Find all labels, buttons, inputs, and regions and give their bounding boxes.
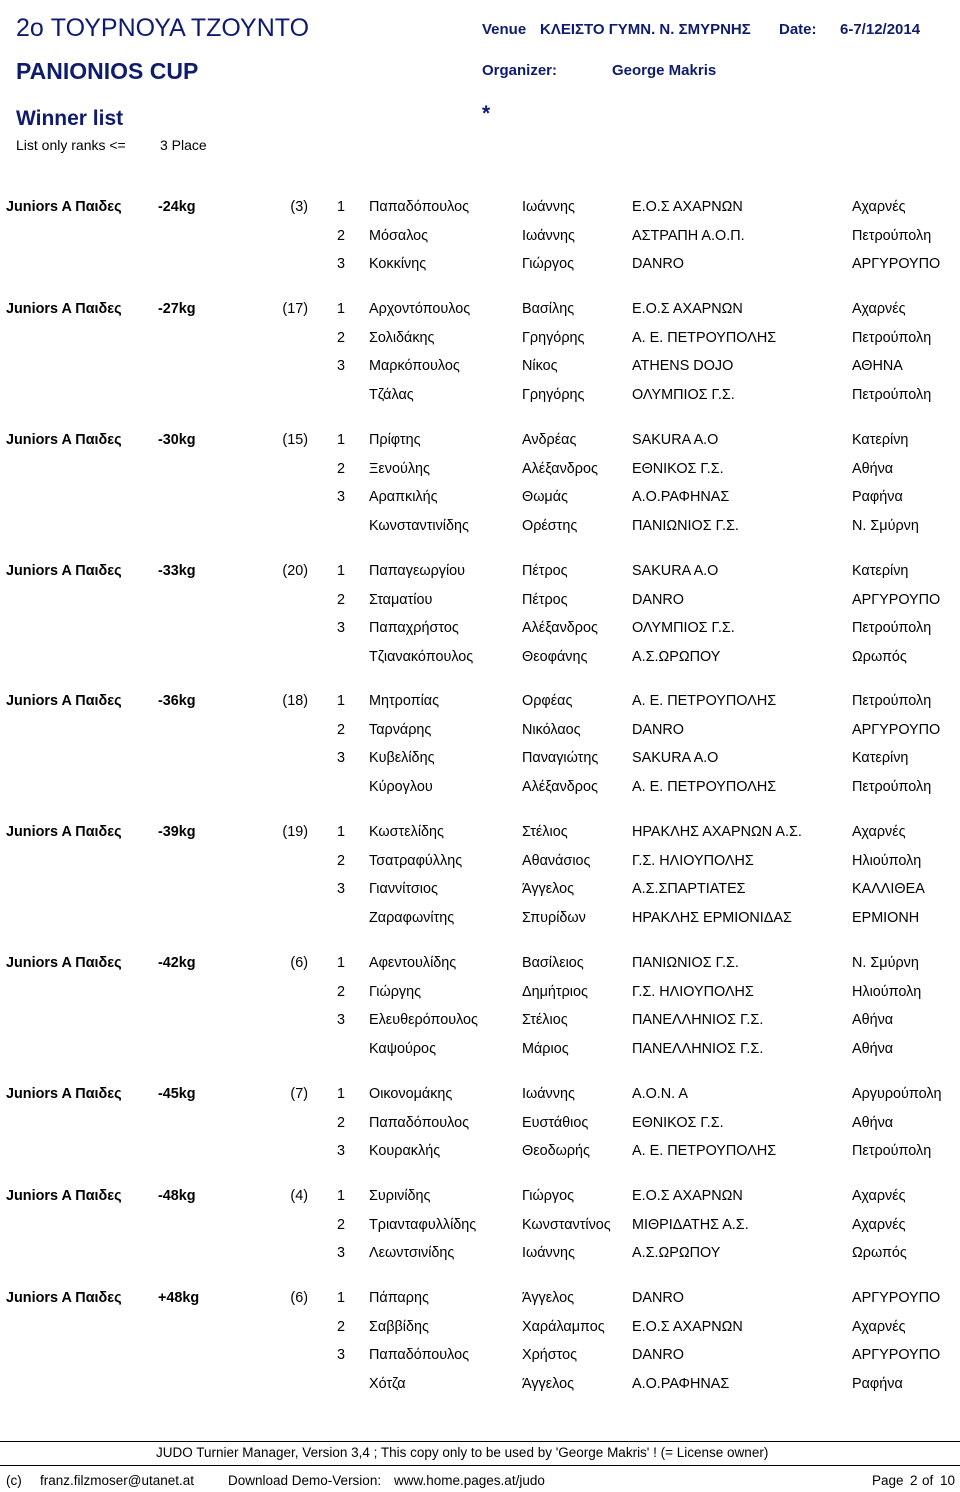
club-cell: DANRO [632, 1290, 684, 1306]
club-cell: ΠΑΝΙΩΝΙΟΣ Γ.Σ. [632, 518, 739, 535]
rank-cell: 2 [337, 721, 346, 738]
surname-cell: Παπαδόπουλος [369, 199, 470, 215]
table-row [0, 1084, 960, 1104]
surname-cell: Οικονομάκης [369, 1086, 453, 1102]
first-name-cell: Αλέξανδρος [522, 460, 598, 477]
city-cell: ΚΑΛΛΙΘΕΑ [852, 881, 925, 898]
club-cell: Α.Ο.ΡΑΦΗΝΑΣ [632, 1376, 730, 1393]
first-name-cell: Ιωάννης [522, 227, 575, 244]
club-cell: Ε.Ο.Σ ΑΧΑΡΝΩΝ [632, 1318, 743, 1335]
club-cell: ΠΑΝΕΛΛΗΝΙΟΣ Γ.Σ. [632, 1012, 764, 1029]
table-row [0, 851, 960, 871]
table-row [0, 430, 960, 450]
club-cell: Α.Σ.ΩΡΩΠΟΥ [632, 649, 721, 666]
city-cell: Ραφήνα [852, 1376, 903, 1393]
rank-cell: 1 [337, 693, 346, 709]
weight-class-cell: -48kg [158, 1188, 196, 1204]
table-row [0, 1345, 960, 1365]
city-cell: Αθήνα [852, 1041, 894, 1058]
surname-cell: Γιώργης [369, 983, 422, 1000]
tournament-title: 2o ΤΟΥΡΝΟΥΑ ΤΖΟΥΝΤΟ [16, 14, 310, 42]
footer-email: franz.filzmoser@utanet.at [40, 1473, 195, 1488]
club-cell: ΕΘΝΙΚΟΣ Γ.Σ. [632, 1114, 724, 1131]
organizer-value: George Makris [612, 62, 717, 79]
footer-page-label: Page [872, 1473, 904, 1488]
city-cell: Ν. Σμύρνη [852, 955, 919, 971]
table-row [0, 1215, 960, 1235]
table-row [0, 1186, 960, 1206]
table-row [0, 1141, 960, 1161]
city-cell: Ωρωπός [852, 649, 907, 666]
weight-class-cell: -33kg [158, 563, 196, 579]
first-name-cell: Ανδρέας [522, 432, 577, 448]
club-cell: Α. Ε. ΠΕΤΡΟΥΠΟΛΗΣ [632, 693, 777, 709]
club-cell: DANRO [632, 256, 684, 273]
city-cell: Πετρούπολη [852, 387, 932, 404]
city-cell: Αχαρνές [852, 1188, 906, 1204]
filter-value: 3 Place [160, 137, 207, 153]
list-title: Winner list [16, 107, 124, 130]
city-cell: Αχαρνές [852, 1318, 906, 1335]
first-name-cell: Θεοδωρής [522, 1143, 590, 1160]
participant-count-cell: (15) [282, 432, 308, 448]
weight-class-cell: -39kg [158, 824, 196, 840]
category-cell: Juniors A Παιδες [6, 301, 122, 317]
footer-divider-bottom [0, 1465, 960, 1466]
table-row [0, 908, 960, 928]
club-cell: Ε.Ο.Σ ΑΧΑΡΝΩΝ [632, 301, 743, 317]
filter-label: List only ranks <= [16, 137, 126, 153]
rank-cell: 2 [337, 983, 346, 1000]
first-name-cell: Βασίλης [522, 301, 575, 317]
table-row [0, 299, 960, 319]
club-cell: ATHENS DOJO [632, 358, 734, 375]
city-cell: Ηλιούπολη [852, 852, 922, 869]
rank-cell: 2 [337, 591, 346, 608]
surname-cell: Τριανταφυλλίδης [369, 1216, 477, 1233]
venue-value: ΚΛΕΙΣΤΟ ΓΥΜΝ. Ν. ΣΜΥΡΝΗΣ [540, 21, 751, 38]
first-name-cell: Γιώργος [522, 1188, 575, 1204]
rank-cell: 3 [337, 358, 346, 375]
footer-page-num: 2 [910, 1473, 918, 1488]
table-row [0, 385, 960, 405]
table-row [0, 254, 960, 274]
surname-cell: Γιαννίτσιος [369, 881, 438, 898]
first-name-cell: Νίκος [522, 358, 558, 375]
surname-cell: Κυβελίδης [369, 750, 435, 767]
table-row [0, 953, 960, 973]
rank-cell: 3 [337, 1347, 346, 1364]
first-name-cell: Πέτρος [522, 591, 568, 608]
first-name-cell: Πέτρος [522, 563, 568, 579]
first-name-cell: Θεοφάνης [522, 649, 588, 666]
first-name-cell: Γρηγόρης [522, 329, 585, 346]
organizer-label: Organizer: [482, 62, 558, 79]
rank-cell: 1 [337, 824, 346, 840]
city-cell: Αχαρνές [852, 1216, 906, 1233]
city-cell: Ραφήνα [852, 489, 903, 506]
rank-cell: 3 [337, 750, 346, 767]
table-row [0, 197, 960, 217]
first-name-cell: Χρήστος [522, 1347, 578, 1364]
first-name-cell: Ιωάννης [522, 1086, 575, 1102]
first-name-cell: Ιωάννης [522, 199, 575, 215]
city-cell: ΑΡΓΥΡΟΥΠΟ [852, 721, 941, 738]
table-row [0, 1039, 960, 1059]
club-cell: Α.Ο.Ν. Α [632, 1086, 688, 1102]
table-row [0, 487, 960, 507]
weight-class-cell: -27kg [158, 301, 196, 317]
club-cell: Α.Σ.ΩΡΩΠΟΥ [632, 1245, 721, 1262]
club-cell: Α. Ε. ΠΕΤΡΟΥΠΟΛΗΣ [632, 329, 777, 346]
club-cell: ΜΙΘΡΙΔΑΤΗΣ Α.Σ. [632, 1216, 749, 1233]
city-cell: ΑΡΓΥΡΟΥΠΟ [852, 256, 941, 273]
category-cell: Juniors A Παιδες [6, 1188, 122, 1204]
rank-cell: 2 [337, 227, 346, 244]
first-name-cell: Χαράλαμπος [522, 1318, 605, 1335]
rank-cell: 2 [337, 1114, 346, 1131]
city-cell: ΑΘΗΝΑ [852, 358, 903, 375]
club-cell: Γ.Σ. ΗΛΙΟΥΠΟΛΗΣ [632, 983, 754, 1000]
city-cell: Αθήνα [852, 1114, 894, 1131]
table-row [0, 1288, 960, 1308]
table-row [0, 1317, 960, 1337]
city-cell: Πετρούπολη [852, 329, 932, 346]
participant-count-cell: (3) [290, 199, 308, 215]
city-cell: Πετρούπολη [852, 1143, 932, 1160]
city-cell: Πετρούπολη [852, 693, 932, 709]
city-cell: Αχαρνές [852, 301, 906, 317]
table-row [0, 1243, 960, 1263]
club-cell: SAKURA A.O [632, 432, 719, 448]
city-cell: Αθήνα [852, 460, 894, 477]
city-cell: Κατερίνη [852, 432, 909, 448]
category-cell: Juniors A Παιδες [6, 199, 122, 215]
city-cell: Αχαρνές [852, 824, 906, 840]
club-cell: ΗΡΑΚΛΗΣ ΕΡΜΙΟΝΙΔΑΣ [632, 910, 792, 927]
category-cell: Juniors A Παιδες [6, 432, 122, 448]
footer-download-label: Download Demo-Version: [228, 1473, 382, 1488]
table-row [0, 459, 960, 479]
category-cell: Juniors A Παιδες [6, 955, 122, 971]
table-row [0, 226, 960, 246]
surname-cell: Κοκκίνης [369, 256, 427, 273]
surname-cell: Αρχοντόπουλος [369, 301, 471, 317]
first-name-cell: Δημήτριος [522, 983, 588, 1000]
surname-cell: Μόσαλος [369, 227, 429, 244]
city-cell: Αθήνα [852, 1012, 894, 1029]
club-cell: SAKURA A.O [632, 563, 719, 579]
participant-count-cell: (17) [282, 301, 308, 317]
first-name-cell: Στέλιος [522, 1012, 568, 1029]
surname-cell: Κωστελίδης [369, 824, 444, 840]
participant-count-cell: (7) [290, 1086, 308, 1102]
first-name-cell: Μάριος [522, 1041, 569, 1058]
category-cell: Juniors A Παιδες [6, 1290, 122, 1306]
rank-cell: 2 [337, 1216, 346, 1233]
table-row [0, 1113, 960, 1133]
club-cell: Γ.Σ. ΗΛΙΟΥΠΟΛΗΣ [632, 852, 754, 869]
weight-class-cell: -24kg [158, 199, 196, 215]
first-name-cell: Ευστάθιος [522, 1114, 589, 1131]
first-name-cell: Άγγελος [522, 1290, 575, 1306]
rank-cell: 1 [337, 301, 346, 317]
city-cell: ΑΡΓΥΡΟΥΠΟ [852, 1347, 941, 1364]
city-cell: Ηλιούπολη [852, 983, 922, 1000]
rank-cell: 1 [337, 1290, 346, 1306]
club-cell: SAKURA A.O [632, 750, 719, 767]
first-name-cell: Άγγελος [522, 881, 575, 898]
surname-cell: Παπαχρήστος [369, 620, 459, 637]
first-name-cell: Γρηγόρης [522, 387, 585, 404]
table-row [0, 720, 960, 740]
rank-cell: 3 [337, 1245, 346, 1262]
city-cell: ΑΡΓΥΡΟΥΠΟ [852, 1290, 941, 1306]
footer-of-label: of [922, 1473, 934, 1488]
first-name-cell: Γιώργος [522, 256, 575, 273]
first-name-cell: Αλέξανδρος [522, 620, 598, 637]
rank-cell: 3 [337, 620, 346, 637]
rank-cell: 1 [337, 1188, 346, 1204]
rank-cell: 3 [337, 1143, 346, 1160]
surname-cell: Παπαδόπουλος [369, 1114, 470, 1131]
surname-cell: Καψούρος [369, 1041, 436, 1058]
table-row [0, 590, 960, 610]
city-cell: Ν. Σμύρνη [852, 518, 919, 535]
club-cell: Α.Σ.ΣΠΑΡΤΙΑΤΕΣ [632, 881, 746, 898]
club-cell: ΠΑΝΙΩΝΙΟΣ Γ.Σ. [632, 955, 739, 971]
surname-cell: Πρίφτης [369, 432, 421, 448]
table-row [0, 982, 960, 1002]
club-cell: Ε.Ο.Σ ΑΧΑΡΝΩΝ [632, 1188, 743, 1204]
surname-cell: Τζιανακόπουλος [369, 649, 474, 666]
date-value: 6-7/12/2014 [840, 21, 921, 38]
footer-manager-line: JUDO Turnier Manager, Version 3,4 ; This copy only to be used by 'George Makris' ! (= License owner) [156, 1445, 769, 1460]
club-cell: ΕΘΝΙΚΟΣ Γ.Σ. [632, 460, 724, 477]
surname-cell: Χότζα [369, 1376, 406, 1393]
rank-cell: 1 [337, 199, 346, 215]
surname-cell: Αφεντουλίδης [369, 955, 457, 971]
first-name-cell: Κωνσταντίνος [522, 1216, 611, 1233]
surname-cell: Μαρκόπουλος [369, 358, 460, 375]
city-cell: Πετρούπολη [852, 779, 932, 796]
city-cell: Πετρούπολη [852, 620, 932, 637]
surname-cell: Πάπαρης [369, 1290, 429, 1306]
table-row [0, 691, 960, 711]
club-cell: DANRO [632, 721, 684, 738]
participant-count-cell: (18) [282, 693, 308, 709]
surname-cell: Λεωντσινίδης [369, 1245, 455, 1262]
first-name-cell: Αλέξανδρος [522, 779, 598, 796]
club-cell: Ε.Ο.Σ ΑΧΑΡΝΩΝ [632, 199, 743, 215]
surname-cell: Ταρνάρης [369, 721, 432, 738]
table-row [0, 516, 960, 536]
first-name-cell: Παναγιώτης [522, 750, 599, 767]
participant-count-cell: (6) [290, 955, 308, 971]
category-cell: Juniors A Παιδες [6, 693, 122, 709]
first-name-cell: Άγγελος [522, 1376, 575, 1393]
surname-cell: Ελευθερόπουλος [369, 1012, 478, 1029]
weight-class-cell: -30kg [158, 432, 196, 448]
first-name-cell: Βασίλειος [522, 955, 584, 971]
rank-cell: 3 [337, 256, 346, 273]
surname-cell: Αραπκιλής [369, 489, 438, 506]
table-row [0, 777, 960, 797]
club-cell: Α. Ε. ΠΕΤΡΟΥΠΟΛΗΣ [632, 1143, 777, 1160]
weight-class-cell: +48kg [158, 1290, 200, 1306]
date-label: Date: [779, 21, 817, 38]
surname-cell: Ξενούλης [369, 460, 430, 477]
first-name-cell: Αθανάσιος [522, 852, 591, 869]
participant-count-cell: (4) [290, 1188, 308, 1204]
city-cell: ΑΡΓΥΡΟΥΠΟ [852, 591, 941, 608]
rank-cell: 3 [337, 489, 346, 506]
first-name-cell: Στέλιος [522, 824, 568, 840]
first-name-cell: Νικόλαος [522, 721, 581, 738]
category-cell: Juniors A Παιδες [6, 563, 122, 579]
city-cell: Αργυρούπολη [852, 1086, 942, 1102]
rank-cell: 2 [337, 460, 346, 477]
first-name-cell: Ιωάννης [522, 1245, 575, 1262]
footer-copyright: (c) [6, 1473, 22, 1488]
rank-cell: 3 [337, 881, 346, 898]
first-name-cell: Θωμάς [522, 489, 568, 506]
surname-cell: Παπαδόπουλος [369, 1347, 470, 1364]
weight-class-cell: -42kg [158, 955, 196, 971]
table-row [0, 879, 960, 899]
weight-class-cell: -36kg [158, 693, 196, 709]
surname-cell: Συρινίδης [369, 1188, 431, 1204]
club-cell: ΑΣΤΡΑΠΗ Α.Ο.Π. [632, 227, 745, 244]
city-cell: ΕΡΜΙΟΝΗ [852, 910, 920, 927]
club-cell: ΠΑΝΕΛΛΗΝΙΟΣ Γ.Σ. [632, 1041, 764, 1058]
table-row [0, 618, 960, 638]
category-cell: Juniors A Παιδες [6, 1086, 122, 1102]
surname-cell: Παπαγεωργίου [369, 563, 466, 579]
participant-count-cell: (19) [282, 824, 308, 840]
city-cell: Ωρωπός [852, 1245, 907, 1262]
category-cell: Juniors A Παιδες [6, 824, 122, 840]
footer-page-total: 10 [940, 1473, 956, 1488]
rank-cell: 1 [337, 563, 346, 579]
city-cell: Κατερίνη [852, 750, 909, 767]
club-cell: ΟΛΥΜΠΙΟΣ Γ.Σ. [632, 387, 735, 404]
rank-cell: 2 [337, 1318, 346, 1335]
table-row [0, 356, 960, 376]
table-row [0, 328, 960, 348]
city-cell: Κατερίνη [852, 563, 909, 579]
surname-cell: Ζαραφωνίτης [369, 910, 455, 927]
surname-cell: Κωνσταντινίδης [369, 518, 469, 535]
surname-cell: Σαββίδης [369, 1318, 429, 1335]
city-cell: Πετρούπολη [852, 227, 932, 244]
participant-count-cell: (20) [282, 563, 308, 579]
surname-cell: Κουρακλής [369, 1143, 441, 1160]
club-cell: ΗΡΑΚΛΗΣ ΑΧΑΡΝΩΝ Α.Σ. [632, 824, 802, 840]
club-cell: DANRO [632, 1347, 684, 1364]
surname-cell: Σολιδάκης [369, 329, 435, 346]
table-row [0, 561, 960, 581]
first-name-cell: Ορφέας [522, 693, 573, 709]
table-row [0, 1374, 960, 1394]
club-cell: Α.Ο.ΡΑΦΗΝΑΣ [632, 489, 730, 506]
surname-cell: Τσατραφύλλης [369, 852, 463, 869]
city-cell: Αχαρνές [852, 199, 906, 215]
club-cell: DANRO [632, 591, 684, 608]
surname-cell: Κύρογλου [369, 779, 433, 796]
table-row [0, 748, 960, 768]
rank-cell: 2 [337, 329, 346, 346]
surname-cell: Τζάλας [369, 387, 414, 404]
footer-download-url: www.home.pages.at/judo [394, 1473, 545, 1488]
first-name-cell: Ορέστης [522, 518, 578, 535]
club-cell: Α. Ε. ΠΕΤΡΟΥΠΟΛΗΣ [632, 779, 777, 796]
table-row [0, 1010, 960, 1030]
rank-cell: 1 [337, 432, 346, 448]
participant-count-cell: (6) [290, 1290, 308, 1306]
footer-divider-top [0, 1441, 960, 1442]
venue-label: Venue [482, 21, 527, 38]
table-row [0, 822, 960, 842]
table-row [0, 647, 960, 667]
rank-cell: 1 [337, 1086, 346, 1102]
rank-cell: 1 [337, 955, 346, 971]
asterisk-mark: * [482, 102, 491, 125]
rank-cell: 3 [337, 1012, 346, 1029]
club-cell: ΟΛΥΜΠΙΟΣ Γ.Σ. [632, 620, 735, 637]
surname-cell: Μητροπίας [369, 693, 440, 709]
rank-cell: 2 [337, 852, 346, 869]
surname-cell: Σταματίου [369, 591, 433, 608]
first-name-cell: Σπυρίδων [522, 910, 586, 927]
cup-name: PANIONIOS CUP [16, 58, 199, 84]
weight-class-cell: -45kg [158, 1086, 196, 1102]
